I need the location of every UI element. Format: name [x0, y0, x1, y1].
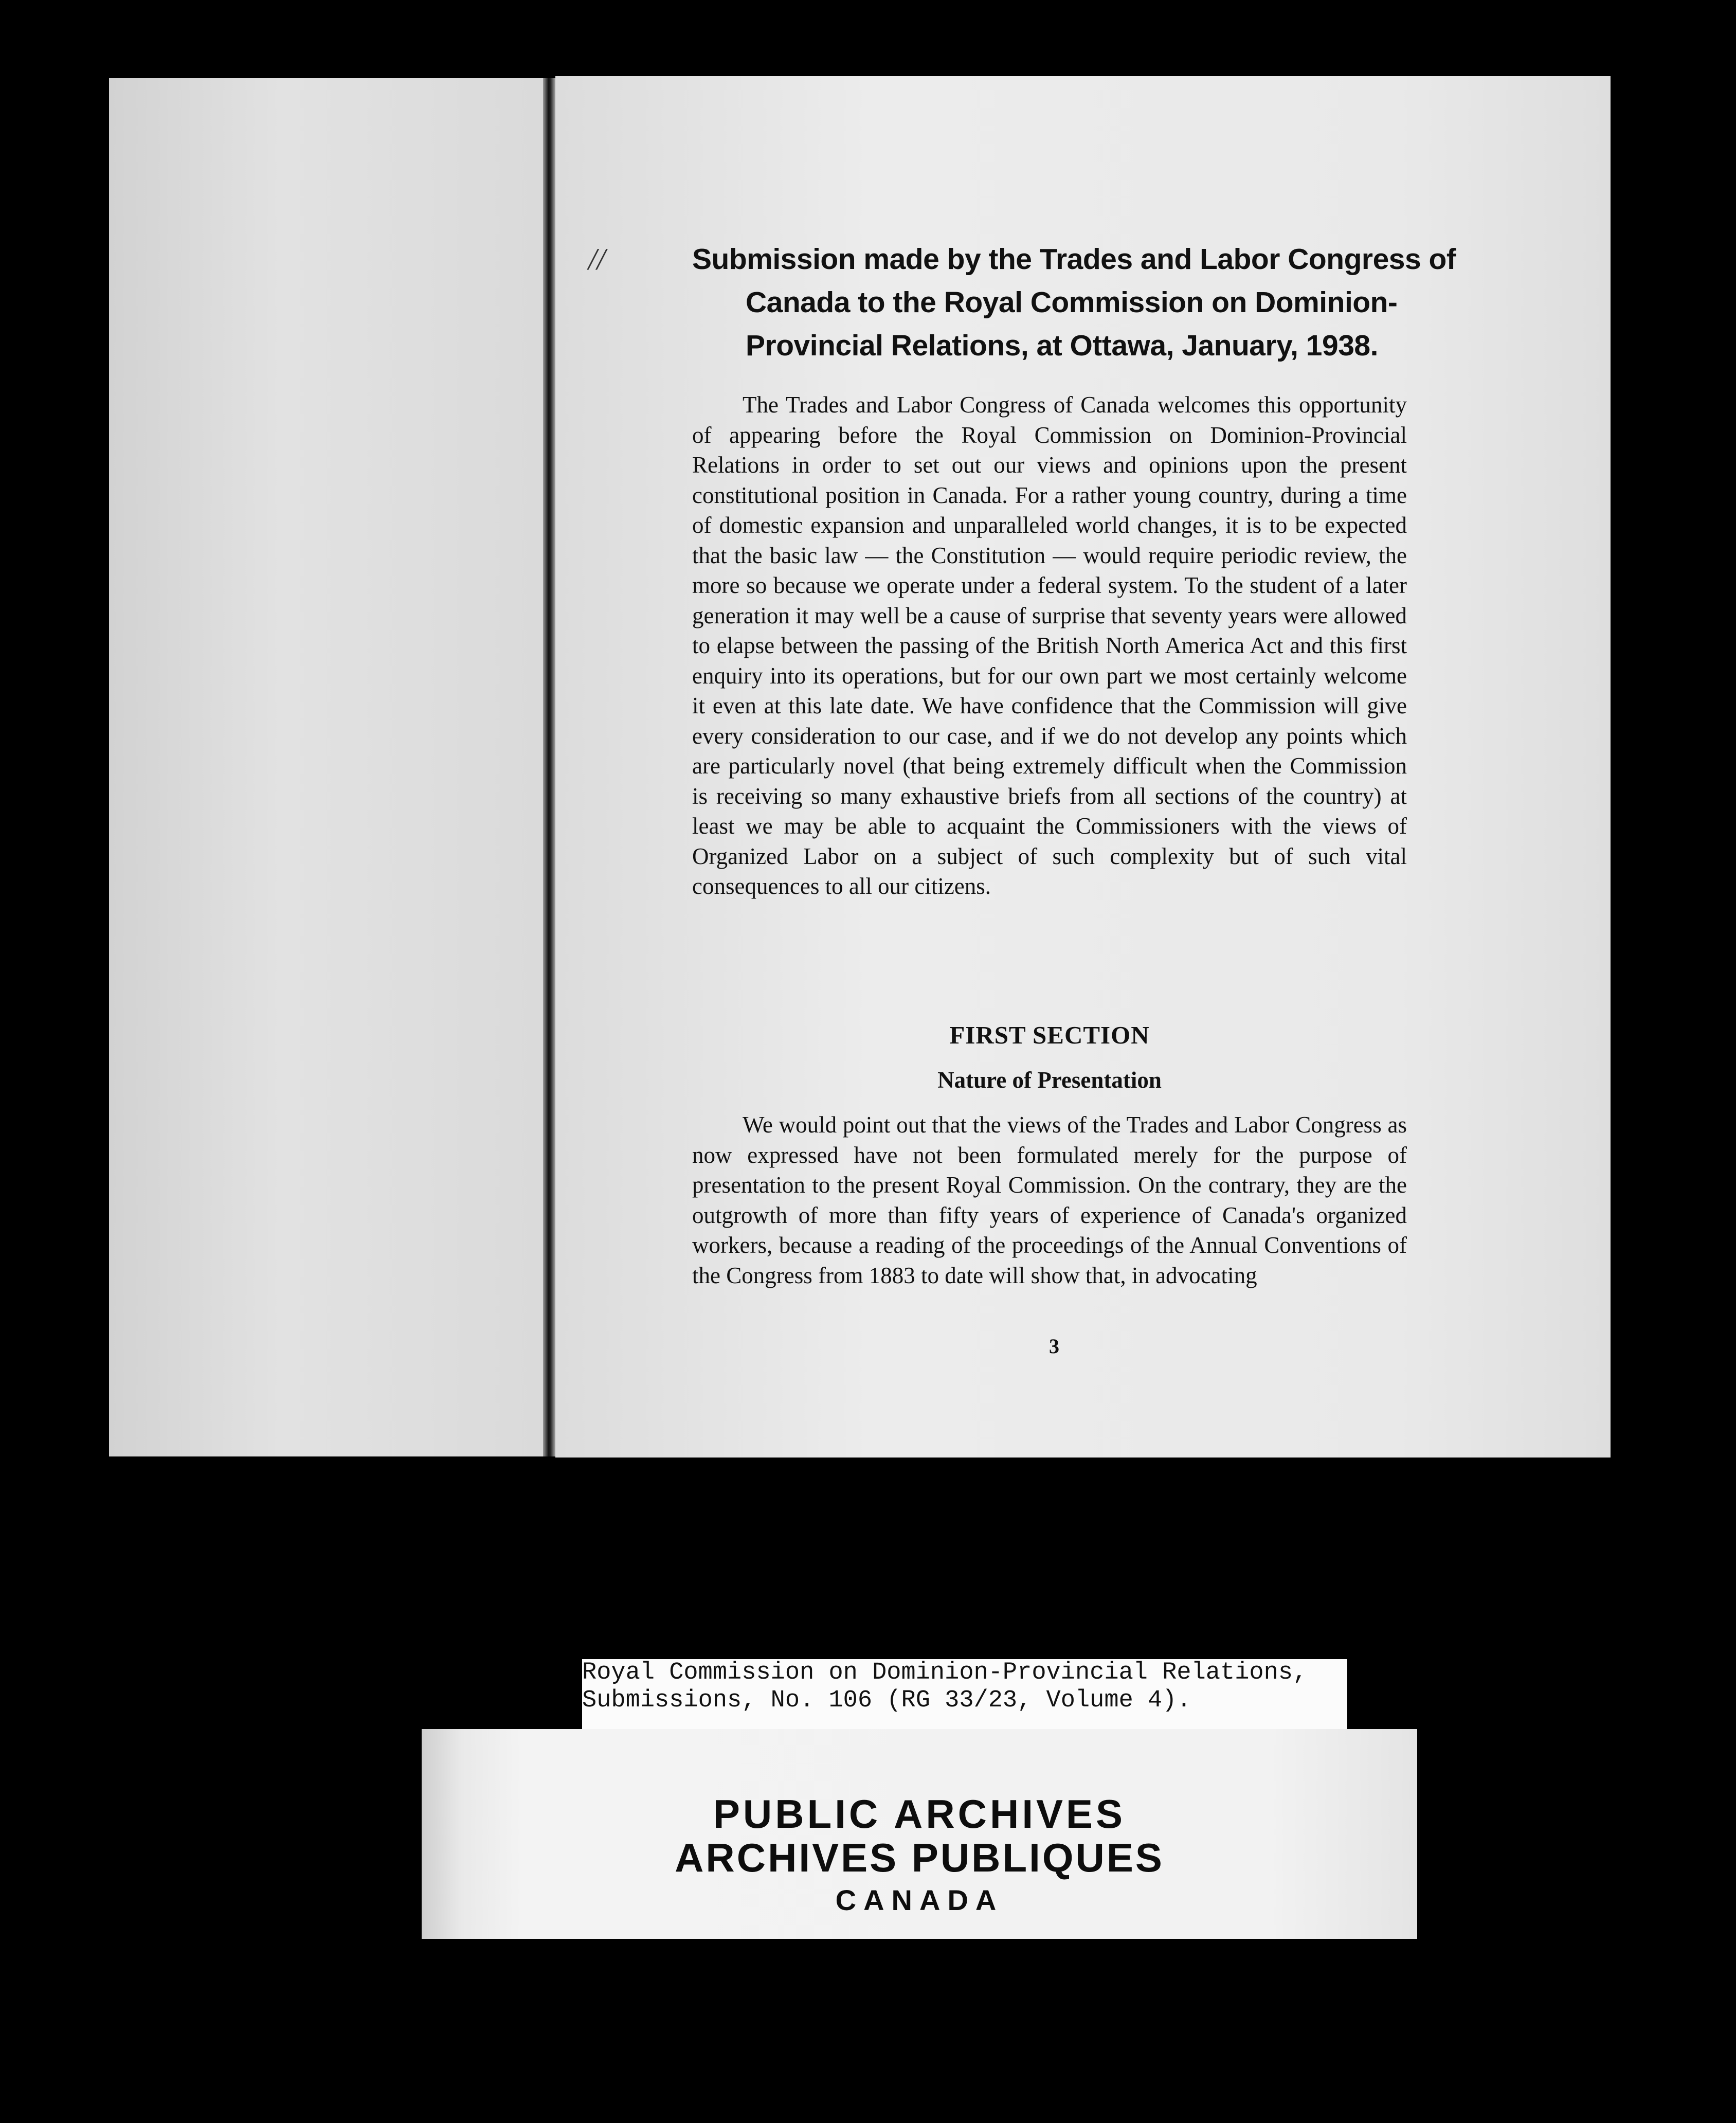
- archive-label-line-1: Royal Commission on Dominion-Provincial Relations,: [582, 1659, 1308, 1686]
- left-blank-page: [109, 78, 543, 1456]
- stamp-line-3: CANADA: [835, 1884, 1004, 1916]
- document-title: Submission made by the Trades and Labor Congress of Canada to the Royal Commission on Dominion-Provincial Relations, at Ottawa, January, 1938.: [692, 243, 1456, 362]
- stamp-line-2: ARCHIVES PUBLIQUES: [675, 1835, 1164, 1880]
- section-heading: FIRST SECTION: [949, 1021, 1150, 1049]
- stamp-line-1: PUBLIC ARCHIVES: [713, 1791, 1126, 1837]
- page-gutter: [543, 78, 555, 1456]
- paragraph-2: We would point out that the views of the Trades and Labor Congress as now expressed have not been formulated merely for the purpose of presentation to the present Royal Commission. On the contrary, they are the outgrowth of more than fifty years of experience of Canada's organized workers, because a reading of the proceedings of the Annual Conventions of the Congress from 1883 to date will show that, in advocating: [692, 1112, 1407, 1288]
- archive-label-line-2: Submissions, No. 106 (RG 33/23, Volume 4).: [582, 1687, 1191, 1714]
- paragraph-1: The Trades and Labor Congress of Canada welcomes this opportunity of appearing before the Royal Commission on Dominion-Provincial Relations in order to set out our views and opinions upon the present constitutional position in Canada. For a rather young country, during a time of domestic expansion and unparalleled world changes, it is to be expected that the basic law — the Constitution — would require periodic review, the more so because we operate under a federal system. To the student of a later generation it may well be a cause of surprise that seventy years were allowed to elapse between the passing of the British North America Act and this first enquiry into its operations, but for our own part we most certainly welcome it even at this late date. We have confidence that the Commission will give every consideration to our case, and if we do not develop any points which are particularly novel (that being extremely difficult when the Commission is receiving so many exhaustive briefs from all sections of the country) at least we may be able to acquaint the Commissioners with the views of Organized Labor on a subject of such complexity but of such vital consequences to all our citizens.: [692, 392, 1407, 899]
- archives-stamp: [422, 1729, 1417, 1939]
- page-number: 3: [1049, 1335, 1059, 1358]
- archive-reference-label: [582, 1659, 1347, 1731]
- margin-mark: //: [588, 242, 606, 276]
- section-subheading: Nature of Presentation: [937, 1067, 1162, 1093]
